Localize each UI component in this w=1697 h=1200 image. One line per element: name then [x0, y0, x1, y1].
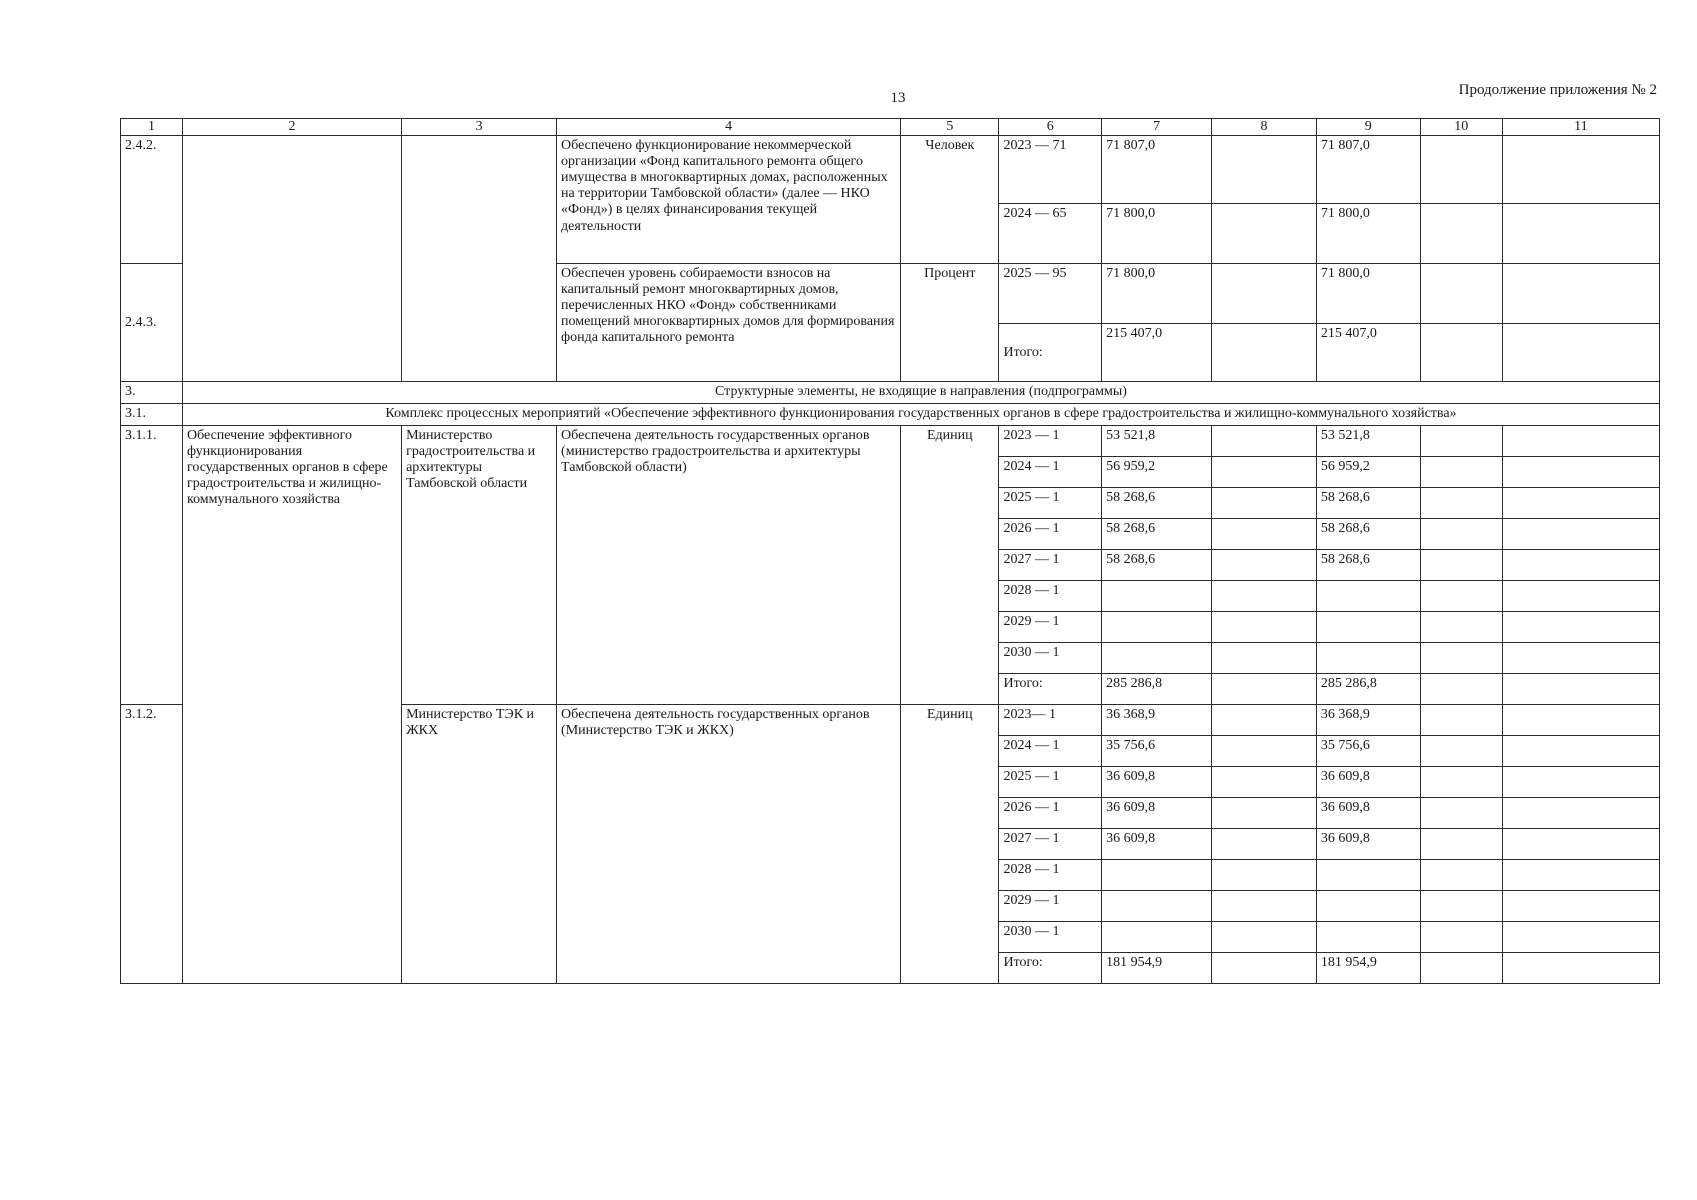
year-value: 2024 — 1	[999, 457, 1102, 488]
section-number: 3.1.	[121, 404, 183, 426]
column-number-row	[121, 119, 1660, 136]
total-amount: 36 609,8	[1102, 798, 1212, 829]
budget-amount	[1316, 643, 1420, 674]
col8-cell	[1212, 426, 1317, 457]
col10-cell	[1420, 705, 1502, 736]
year-value: 2024 — 65	[999, 204, 1102, 264]
row-number: 2.4.3.	[121, 264, 183, 382]
col8-cell	[1212, 891, 1317, 922]
col8-cell	[1212, 922, 1317, 953]
section-row	[121, 404, 1660, 426]
col11-cell	[1502, 488, 1659, 519]
col11-cell	[1502, 426, 1659, 457]
col11-cell	[1502, 457, 1659, 488]
task-cell	[182, 136, 401, 382]
result-description: Обеспечено функционирование некоммерческой организации «Фонд капитального ремонта общего имущества в многоквартирных домах, расположенных на территории Тамбовской области» (далее — НКО «Фонд») в целях финансирования текущей деятельности	[557, 136, 901, 264]
col11-cell	[1502, 674, 1659, 705]
col8-cell	[1212, 519, 1317, 550]
col10-cell	[1420, 581, 1502, 612]
total-amount: 36 609,8	[1102, 829, 1212, 860]
col8-cell	[1212, 798, 1317, 829]
year-value: Итого:	[999, 674, 1102, 705]
total-amount	[1102, 643, 1212, 674]
col8-cell	[1212, 324, 1317, 382]
section-row	[121, 382, 1660, 404]
total-amount: 215 407,0	[1102, 324, 1212, 382]
col11-cell	[1502, 581, 1659, 612]
budget-amount	[1316, 922, 1420, 953]
year-value: 2029 — 1	[999, 891, 1102, 922]
responsible-org: Министерство градостроительства и архитектуры Тамбовской области	[402, 426, 557, 705]
result-description: Обеспечена деятельность государственных органов (министерство градостроительства и архитектуры Тамбовской области)	[557, 426, 901, 705]
year-value: 2028 — 1	[999, 860, 1102, 891]
total-amount: 36 609,8	[1102, 767, 1212, 798]
total-amount	[1102, 891, 1212, 922]
year-value: 2025 — 95	[999, 264, 1102, 324]
year-value: 2023 — 71	[999, 136, 1102, 204]
page-number: 13	[890, 90, 906, 106]
total-amount	[1102, 922, 1212, 953]
row-number: 3.1.1.	[121, 426, 183, 705]
total-amount	[1102, 860, 1212, 891]
total-amount: 71 807,0	[1102, 136, 1212, 204]
col11-cell	[1502, 829, 1659, 860]
budget-amount: 285 286,8	[1316, 674, 1420, 705]
year-value: 2029 — 1	[999, 612, 1102, 643]
col10-cell	[1420, 860, 1502, 891]
column-header: 3	[402, 119, 557, 136]
col8-cell	[1212, 550, 1317, 581]
col11-cell	[1502, 798, 1659, 829]
column-header: 8	[1212, 119, 1317, 136]
col8-cell	[1212, 674, 1317, 705]
org-cell	[402, 136, 557, 382]
budget-amount	[1316, 612, 1420, 643]
total-amount: 71 800,0	[1102, 264, 1212, 324]
col10-cell	[1420, 612, 1502, 643]
year-value: 2027 — 1	[999, 550, 1102, 581]
col10-cell	[1420, 922, 1502, 953]
budget-amount: 58 268,6	[1316, 519, 1420, 550]
year-value: 2023 — 1	[999, 426, 1102, 457]
column-header: 1	[121, 119, 183, 136]
year-value: 2025 — 1	[999, 767, 1102, 798]
total-amount: 181 954,9	[1102, 953, 1212, 984]
col11-cell	[1502, 953, 1659, 984]
col8-cell	[1212, 457, 1317, 488]
section-number: 3.	[121, 382, 183, 404]
year-value: Итого:	[999, 953, 1102, 984]
col11-cell	[1502, 705, 1659, 736]
budget-amount	[1316, 891, 1420, 922]
total-amount: 285 286,8	[1102, 674, 1212, 705]
budget-amount: 71 800,0	[1316, 264, 1420, 324]
section-title: Комплекс процессных мероприятий «Обеспечение эффективного функционирования государственных органов в сфере градостроительства и жилищно-коммунального хозяйства»	[182, 404, 1659, 426]
budget-amount	[1316, 860, 1420, 891]
col11-cell	[1502, 860, 1659, 891]
col11-cell	[1502, 612, 1659, 643]
table-row	[121, 136, 1660, 204]
year-value: 2030 — 1	[999, 922, 1102, 953]
col8-cell	[1212, 612, 1317, 643]
col10-cell	[1420, 953, 1502, 984]
col8-cell	[1212, 204, 1317, 264]
col8-cell	[1212, 643, 1317, 674]
col10-cell	[1420, 519, 1502, 550]
column-header: 2	[182, 119, 401, 136]
year-value: 2030 — 1	[999, 643, 1102, 674]
col11-cell	[1502, 550, 1659, 581]
col11-cell	[1502, 767, 1659, 798]
col8-cell	[1212, 488, 1317, 519]
col8-cell	[1212, 829, 1317, 860]
task-description: Обеспечение эффективного функционирования государственных органов в сфере градостроительства и жилищно-коммунального хозяйства	[182, 426, 401, 984]
budget-amount: 36 609,8	[1316, 829, 1420, 860]
budget-amount: 71 800,0	[1316, 204, 1420, 264]
column-header: 9	[1316, 119, 1420, 136]
budget-amount: 58 268,6	[1316, 550, 1420, 581]
col10-cell	[1420, 264, 1502, 324]
year-value: 2026 — 1	[999, 519, 1102, 550]
col10-cell	[1420, 891, 1502, 922]
section-title: Структурные элементы, не входящие в направления (подпрограммы)	[182, 382, 1659, 404]
budget-amount: 36 368,9	[1316, 705, 1420, 736]
column-header: 5	[901, 119, 999, 136]
total-amount: 58 268,6	[1102, 519, 1212, 550]
col8-cell	[1212, 705, 1317, 736]
col8-cell	[1212, 767, 1317, 798]
col10-cell	[1420, 829, 1502, 860]
col11-cell	[1502, 519, 1659, 550]
budget-amount: 56 959,2	[1316, 457, 1420, 488]
total-amount: 58 268,6	[1102, 488, 1212, 519]
total-amount: 53 521,8	[1102, 426, 1212, 457]
program-table	[120, 118, 1660, 984]
budget-amount: 36 609,8	[1316, 767, 1420, 798]
col8-cell	[1212, 136, 1317, 204]
col8-cell	[1212, 953, 1317, 984]
col10-cell	[1420, 674, 1502, 705]
column-header: 6	[999, 119, 1102, 136]
year-value: 2027 — 1	[999, 829, 1102, 860]
responsible-org: Министерство ТЭК и ЖКХ	[402, 705, 557, 984]
table-row	[121, 426, 1660, 457]
year-value: 2024 — 1	[999, 736, 1102, 767]
total-amount: 35 756,6	[1102, 736, 1212, 767]
col10-cell	[1420, 798, 1502, 829]
col8-cell	[1212, 264, 1317, 324]
total-amount: 36 368,9	[1102, 705, 1212, 736]
total-amount: 58 268,6	[1102, 550, 1212, 581]
row-number: 3.1.2.	[121, 705, 183, 984]
column-header: 4	[557, 119, 901, 136]
col11-cell	[1502, 891, 1659, 922]
year-value: 2026 — 1	[999, 798, 1102, 829]
total-amount: 56 959,2	[1102, 457, 1212, 488]
col11-cell	[1502, 324, 1659, 382]
col10-cell	[1420, 324, 1502, 382]
unit-cell: Человек	[901, 136, 999, 264]
budget-amount: 181 954,9	[1316, 953, 1420, 984]
col10-cell	[1420, 136, 1502, 204]
col8-cell	[1212, 581, 1317, 612]
col11-cell	[1502, 264, 1659, 324]
year-value: Итого:	[999, 324, 1102, 382]
year-value: 2023— 1	[999, 705, 1102, 736]
col10-cell	[1420, 488, 1502, 519]
col11-cell	[1502, 204, 1659, 264]
year-value: 2028 — 1	[999, 581, 1102, 612]
budget-amount	[1316, 581, 1420, 612]
budget-amount: 36 609,8	[1316, 798, 1420, 829]
col10-cell	[1420, 457, 1502, 488]
col11-cell	[1502, 643, 1659, 674]
budget-amount: 58 268,6	[1316, 488, 1420, 519]
budget-amount: 71 807,0	[1316, 136, 1420, 204]
col10-cell	[1420, 550, 1502, 581]
unit-cell: Единиц	[901, 426, 999, 705]
column-header: 11	[1502, 119, 1659, 136]
unit-cell: Процент	[901, 264, 999, 382]
column-header: 10	[1420, 119, 1502, 136]
col8-cell	[1212, 736, 1317, 767]
col10-cell	[1420, 643, 1502, 674]
col10-cell	[1420, 767, 1502, 798]
col10-cell	[1420, 204, 1502, 264]
column-header: 7	[1102, 119, 1212, 136]
col10-cell	[1420, 426, 1502, 457]
total-amount	[1102, 612, 1212, 643]
col8-cell	[1212, 860, 1317, 891]
col10-cell	[1420, 736, 1502, 767]
result-description: Обеспечена деятельность государственных органов (Министерство ТЭК и ЖКХ)	[557, 705, 901, 984]
budget-amount: 215 407,0	[1316, 324, 1420, 382]
col11-cell	[1502, 736, 1659, 767]
total-amount: 71 800,0	[1102, 204, 1212, 264]
result-description: Обеспечен уровень собираемости взносов на капитальный ремонт многоквартирных домов, перечисленных НКО «Фонд» собственниками помещений многоквартирных домов для формирования фонда капитального ремонта	[557, 264, 901, 382]
row-number: 2.4.2.	[121, 136, 183, 264]
col11-cell	[1502, 922, 1659, 953]
year-value: 2025 — 1	[999, 488, 1102, 519]
total-amount	[1102, 581, 1212, 612]
budget-amount: 53 521,8	[1316, 426, 1420, 457]
unit-cell: Единиц	[901, 705, 999, 984]
appendix-continuation-note: Продолжение приложения № 2	[1458, 82, 1657, 98]
budget-amount: 35 756,6	[1316, 736, 1420, 767]
col11-cell	[1502, 136, 1659, 204]
